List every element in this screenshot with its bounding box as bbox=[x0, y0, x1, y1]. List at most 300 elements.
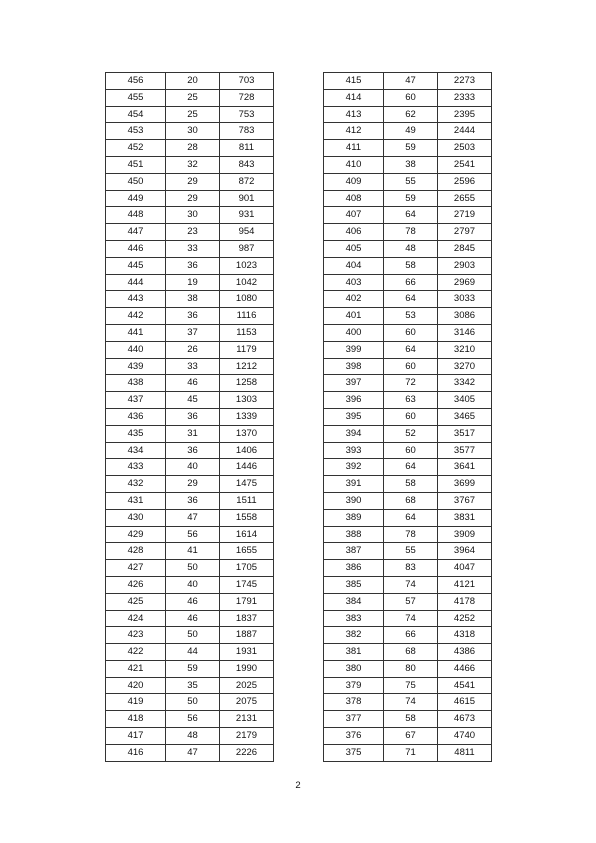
table-cell: 2226 bbox=[220, 744, 274, 761]
table-row bbox=[324, 257, 492, 274]
table-cell: 843 bbox=[220, 156, 274, 173]
table-cell: 36 bbox=[166, 442, 220, 459]
table-cell: 4811 bbox=[438, 744, 492, 761]
table-row bbox=[324, 492, 492, 509]
table-cell: 3831 bbox=[438, 509, 492, 526]
table-cell: 46 bbox=[166, 593, 220, 610]
table-cell: 753 bbox=[220, 106, 274, 123]
table-cell: 432 bbox=[106, 476, 166, 493]
table-cell: 2395 bbox=[438, 106, 492, 123]
table-cell: 954 bbox=[220, 224, 274, 241]
table-cell: 393 bbox=[324, 442, 384, 459]
table-cell: 50 bbox=[166, 627, 220, 644]
table-cell: 449 bbox=[106, 190, 166, 207]
table-cell: 60 bbox=[384, 358, 438, 375]
table-cell: 2845 bbox=[438, 240, 492, 257]
table-cell: 444 bbox=[106, 274, 166, 291]
table-cell: 47 bbox=[166, 744, 220, 761]
table-row bbox=[324, 408, 492, 425]
table-cell: 411 bbox=[324, 140, 384, 157]
table-row bbox=[106, 627, 274, 644]
table-cell: 388 bbox=[324, 526, 384, 543]
table-cell: 2797 bbox=[438, 224, 492, 241]
table-cell: 46 bbox=[166, 610, 220, 627]
table-cell: 33 bbox=[166, 240, 220, 257]
table-row bbox=[324, 425, 492, 442]
table-cell: 4673 bbox=[438, 711, 492, 728]
table-cell: 28 bbox=[166, 140, 220, 157]
table-row bbox=[324, 73, 492, 90]
table-cell: 55 bbox=[384, 543, 438, 560]
score-table-left bbox=[105, 72, 274, 762]
table-row bbox=[106, 358, 274, 375]
table-row bbox=[324, 106, 492, 123]
table-cell: 60 bbox=[384, 324, 438, 341]
table-cell: 384 bbox=[324, 593, 384, 610]
table-row bbox=[324, 89, 492, 106]
table-row bbox=[324, 660, 492, 677]
table-cell: 931 bbox=[220, 207, 274, 224]
table-cell: 1446 bbox=[220, 459, 274, 476]
table-cell: 447 bbox=[106, 224, 166, 241]
table-cell: 1212 bbox=[220, 358, 274, 375]
table-cell: 453 bbox=[106, 123, 166, 140]
table-cell: 399 bbox=[324, 341, 384, 358]
table-row bbox=[324, 744, 492, 761]
table-row bbox=[106, 123, 274, 140]
table-row bbox=[106, 425, 274, 442]
table-cell: 62 bbox=[384, 106, 438, 123]
table-row bbox=[324, 677, 492, 694]
table-cell: 422 bbox=[106, 644, 166, 661]
table-cell: 64 bbox=[384, 459, 438, 476]
table-cell: 1655 bbox=[220, 543, 274, 560]
table-cell: 60 bbox=[384, 408, 438, 425]
table-cell: 30 bbox=[166, 207, 220, 224]
table-cell: 72 bbox=[384, 375, 438, 392]
table-cell: 64 bbox=[384, 291, 438, 308]
table-cell: 78 bbox=[384, 224, 438, 241]
table-row bbox=[324, 341, 492, 358]
table-row bbox=[324, 156, 492, 173]
page-number: 2 bbox=[295, 780, 301, 791]
table-cell: 58 bbox=[384, 711, 438, 728]
table-cell: 50 bbox=[166, 694, 220, 711]
table-cell: 1042 bbox=[220, 274, 274, 291]
table-row bbox=[106, 324, 274, 341]
table-row bbox=[106, 308, 274, 325]
table-row bbox=[106, 190, 274, 207]
table-row bbox=[106, 610, 274, 627]
table-row bbox=[106, 593, 274, 610]
table-cell: 71 bbox=[384, 744, 438, 761]
table-cell: 404 bbox=[324, 257, 384, 274]
table-row bbox=[106, 543, 274, 560]
table-cell: 29 bbox=[166, 190, 220, 207]
table-cell: 23 bbox=[166, 224, 220, 241]
table-cell: 425 bbox=[106, 593, 166, 610]
table-cell: 64 bbox=[384, 341, 438, 358]
table-cell: 451 bbox=[106, 156, 166, 173]
table-row bbox=[106, 509, 274, 526]
table-cell: 419 bbox=[106, 694, 166, 711]
table-row bbox=[324, 610, 492, 627]
table-cell: 67 bbox=[384, 728, 438, 745]
table-row bbox=[106, 644, 274, 661]
table-row bbox=[324, 240, 492, 257]
table-cell: 420 bbox=[106, 677, 166, 694]
table-cell: 2655 bbox=[438, 190, 492, 207]
table-cell: 66 bbox=[384, 627, 438, 644]
table-cell: 1745 bbox=[220, 576, 274, 593]
table-cell: 381 bbox=[324, 644, 384, 661]
table-cell: 423 bbox=[106, 627, 166, 644]
table-cell: 2131 bbox=[220, 711, 274, 728]
table-cell: 30 bbox=[166, 123, 220, 140]
table-row bbox=[324, 207, 492, 224]
table-cell: 4252 bbox=[438, 610, 492, 627]
table-cell: 29 bbox=[166, 476, 220, 493]
table-cell: 45 bbox=[166, 392, 220, 409]
table-cell: 36 bbox=[166, 492, 220, 509]
table-cell: 33 bbox=[166, 358, 220, 375]
table-cell: 37 bbox=[166, 324, 220, 341]
table-cell: 1153 bbox=[220, 324, 274, 341]
table-row bbox=[324, 123, 492, 140]
table-cell: 448 bbox=[106, 207, 166, 224]
table-cell: 74 bbox=[384, 694, 438, 711]
table-cell: 3405 bbox=[438, 392, 492, 409]
table-row bbox=[106, 341, 274, 358]
table-cell: 375 bbox=[324, 744, 384, 761]
table-row bbox=[106, 728, 274, 745]
table-cell: 2273 bbox=[438, 73, 492, 90]
table-row bbox=[106, 106, 274, 123]
table-cell: 4466 bbox=[438, 660, 492, 677]
table-row bbox=[324, 442, 492, 459]
table-cell: 408 bbox=[324, 190, 384, 207]
table-cell: 60 bbox=[384, 442, 438, 459]
table-cell: 68 bbox=[384, 644, 438, 661]
table-row bbox=[324, 173, 492, 190]
table-cell: 50 bbox=[166, 560, 220, 577]
table-row bbox=[324, 644, 492, 661]
table-row bbox=[106, 660, 274, 677]
table-cell: 4541 bbox=[438, 677, 492, 694]
table-cell: 2444 bbox=[438, 123, 492, 140]
table-cell: 68 bbox=[384, 492, 438, 509]
table-cell: 405 bbox=[324, 240, 384, 257]
table-cell: 1511 bbox=[220, 492, 274, 509]
table-row bbox=[106, 694, 274, 711]
table-cell: 36 bbox=[166, 408, 220, 425]
table-cell: 431 bbox=[106, 492, 166, 509]
table-cell: 3577 bbox=[438, 442, 492, 459]
table-cell: 2503 bbox=[438, 140, 492, 157]
table-cell: 1558 bbox=[220, 509, 274, 526]
table-row bbox=[106, 576, 274, 593]
table-cell: 35 bbox=[166, 677, 220, 694]
table-cell: 25 bbox=[166, 89, 220, 106]
table-cell: 75 bbox=[384, 677, 438, 694]
table-cell: 3146 bbox=[438, 324, 492, 341]
table-row bbox=[324, 308, 492, 325]
table-cell: 1406 bbox=[220, 442, 274, 459]
table-cell: 452 bbox=[106, 140, 166, 157]
table-cell: 440 bbox=[106, 341, 166, 358]
table-cell: 398 bbox=[324, 358, 384, 375]
table-cell: 441 bbox=[106, 324, 166, 341]
table-cell: 436 bbox=[106, 408, 166, 425]
table-cell: 1837 bbox=[220, 610, 274, 627]
table-cell: 3517 bbox=[438, 425, 492, 442]
table-cell: 443 bbox=[106, 291, 166, 308]
table-cell: 438 bbox=[106, 375, 166, 392]
table-row bbox=[106, 744, 274, 761]
table-cell: 382 bbox=[324, 627, 384, 644]
table-cell: 1705 bbox=[220, 560, 274, 577]
table-row bbox=[324, 627, 492, 644]
table-cell: 48 bbox=[166, 728, 220, 745]
table-cell: 901 bbox=[220, 190, 274, 207]
table-cell: 385 bbox=[324, 576, 384, 593]
table-cell: 66 bbox=[384, 274, 438, 291]
table-cell: 426 bbox=[106, 576, 166, 593]
table-row bbox=[106, 408, 274, 425]
table-cell: 20 bbox=[166, 73, 220, 90]
table-cell: 1791 bbox=[220, 593, 274, 610]
table-cell: 402 bbox=[324, 291, 384, 308]
table-cell: 3210 bbox=[438, 341, 492, 358]
score-table-right bbox=[323, 72, 492, 762]
table-cell: 437 bbox=[106, 392, 166, 409]
table-cell: 2903 bbox=[438, 257, 492, 274]
table-cell: 47 bbox=[384, 73, 438, 90]
table-cell: 439 bbox=[106, 358, 166, 375]
table-cell: 1614 bbox=[220, 526, 274, 543]
table-cell: 41 bbox=[166, 543, 220, 560]
table-row bbox=[324, 711, 492, 728]
table-cell: 32 bbox=[166, 156, 220, 173]
table-cell: 454 bbox=[106, 106, 166, 123]
table-cell: 401 bbox=[324, 308, 384, 325]
table-cell: 987 bbox=[220, 240, 274, 257]
table-cell: 2025 bbox=[220, 677, 274, 694]
table-cell: 397 bbox=[324, 375, 384, 392]
table-cell: 40 bbox=[166, 576, 220, 593]
table-row bbox=[106, 156, 274, 173]
table-cell: 25 bbox=[166, 106, 220, 123]
table-cell: 435 bbox=[106, 425, 166, 442]
table-row bbox=[106, 291, 274, 308]
table-cell: 872 bbox=[220, 173, 274, 190]
table-cell: 57 bbox=[384, 593, 438, 610]
table-cell: 421 bbox=[106, 660, 166, 677]
table-cell: 2719 bbox=[438, 207, 492, 224]
table-cell: 3767 bbox=[438, 492, 492, 509]
table-row bbox=[106, 677, 274, 694]
table-cell: 1339 bbox=[220, 408, 274, 425]
table-cell: 429 bbox=[106, 526, 166, 543]
table-cell: 59 bbox=[384, 190, 438, 207]
table-cell: 392 bbox=[324, 459, 384, 476]
table-cell: 394 bbox=[324, 425, 384, 442]
table-row bbox=[324, 459, 492, 476]
table-row bbox=[106, 173, 274, 190]
table-row bbox=[324, 224, 492, 241]
table-row bbox=[324, 375, 492, 392]
table-cell: 783 bbox=[220, 123, 274, 140]
table-cell: 3342 bbox=[438, 375, 492, 392]
table-cell: 56 bbox=[166, 526, 220, 543]
table-row bbox=[106, 140, 274, 157]
table-cell: 409 bbox=[324, 173, 384, 190]
table-cell: 55 bbox=[384, 173, 438, 190]
table-cell: 428 bbox=[106, 543, 166, 560]
table-cell: 59 bbox=[166, 660, 220, 677]
table-cell: 445 bbox=[106, 257, 166, 274]
table-cell: 2596 bbox=[438, 173, 492, 190]
table-cell: 26 bbox=[166, 341, 220, 358]
table-cell: 4318 bbox=[438, 627, 492, 644]
table-row bbox=[324, 324, 492, 341]
table-cell: 430 bbox=[106, 509, 166, 526]
table-cell: 31 bbox=[166, 425, 220, 442]
table-cell: 3465 bbox=[438, 408, 492, 425]
table-cell: 1023 bbox=[220, 257, 274, 274]
table-row bbox=[324, 274, 492, 291]
table-cell: 424 bbox=[106, 610, 166, 627]
table-cell: 36 bbox=[166, 257, 220, 274]
table-row bbox=[324, 526, 492, 543]
table-cell: 19 bbox=[166, 274, 220, 291]
table-row bbox=[324, 140, 492, 157]
table-cell: 418 bbox=[106, 711, 166, 728]
table-cell: 1887 bbox=[220, 627, 274, 644]
table-row bbox=[106, 442, 274, 459]
table-row bbox=[324, 291, 492, 308]
table-cell: 400 bbox=[324, 324, 384, 341]
table-row bbox=[106, 207, 274, 224]
table-cell: 58 bbox=[384, 257, 438, 274]
table-cell: 3699 bbox=[438, 476, 492, 493]
table-row bbox=[106, 459, 274, 476]
table-cell: 406 bbox=[324, 224, 384, 241]
table-cell: 1116 bbox=[220, 308, 274, 325]
table-row bbox=[324, 593, 492, 610]
table-row bbox=[106, 392, 274, 409]
table-cell: 390 bbox=[324, 492, 384, 509]
table-cell: 48 bbox=[384, 240, 438, 257]
table-cell: 413 bbox=[324, 106, 384, 123]
table-cell: 450 bbox=[106, 173, 166, 190]
table-cell: 38 bbox=[384, 156, 438, 173]
table-cell: 80 bbox=[384, 660, 438, 677]
table-cell: 46 bbox=[166, 375, 220, 392]
table-cell: 44 bbox=[166, 644, 220, 661]
table-cell: 52 bbox=[384, 425, 438, 442]
table-cell: 376 bbox=[324, 728, 384, 745]
table-row bbox=[106, 89, 274, 106]
table-cell: 4615 bbox=[438, 694, 492, 711]
table-row bbox=[324, 694, 492, 711]
table-cell: 60 bbox=[384, 89, 438, 106]
table-cell: 380 bbox=[324, 660, 384, 677]
table-cell: 442 bbox=[106, 308, 166, 325]
table-cell: 1370 bbox=[220, 425, 274, 442]
table-row bbox=[106, 240, 274, 257]
table-row bbox=[106, 526, 274, 543]
table-row bbox=[106, 73, 274, 90]
table-cell: 2969 bbox=[438, 274, 492, 291]
table-cell: 417 bbox=[106, 728, 166, 745]
table-cell: 3086 bbox=[438, 308, 492, 325]
table-cell: 379 bbox=[324, 677, 384, 694]
table-cell: 58 bbox=[384, 476, 438, 493]
table-cell: 47 bbox=[166, 509, 220, 526]
table-row bbox=[324, 392, 492, 409]
table-cell: 415 bbox=[324, 73, 384, 90]
table-cell: 410 bbox=[324, 156, 384, 173]
table-cell: 391 bbox=[324, 476, 384, 493]
table-row bbox=[324, 190, 492, 207]
table-cell: 377 bbox=[324, 711, 384, 728]
table-cell: 396 bbox=[324, 392, 384, 409]
table-cell: 3270 bbox=[438, 358, 492, 375]
table-row bbox=[324, 560, 492, 577]
table-row bbox=[324, 358, 492, 375]
table-cell: 414 bbox=[324, 89, 384, 106]
table-cell: 1475 bbox=[220, 476, 274, 493]
table-cell: 403 bbox=[324, 274, 384, 291]
table-cell: 63 bbox=[384, 392, 438, 409]
table-cell: 38 bbox=[166, 291, 220, 308]
table-cell: 383 bbox=[324, 610, 384, 627]
table-cell: 456 bbox=[106, 73, 166, 90]
table-row bbox=[324, 576, 492, 593]
table-cell: 1303 bbox=[220, 392, 274, 409]
table-cell: 416 bbox=[106, 744, 166, 761]
table-row bbox=[324, 728, 492, 745]
table-cell: 4047 bbox=[438, 560, 492, 577]
table-cell: 4121 bbox=[438, 576, 492, 593]
table-cell: 64 bbox=[384, 509, 438, 526]
table-cell: 1931 bbox=[220, 644, 274, 661]
table-cell: 59 bbox=[384, 140, 438, 157]
table-row bbox=[324, 509, 492, 526]
table-cell: 56 bbox=[166, 711, 220, 728]
table-cell: 2333 bbox=[438, 89, 492, 106]
table-cell: 3909 bbox=[438, 526, 492, 543]
table-cell: 53 bbox=[384, 308, 438, 325]
table-cell: 427 bbox=[106, 560, 166, 577]
table-cell: 412 bbox=[324, 123, 384, 140]
table-cell: 4740 bbox=[438, 728, 492, 745]
table-cell: 811 bbox=[220, 140, 274, 157]
table-cell: 40 bbox=[166, 459, 220, 476]
table-cell: 1258 bbox=[220, 375, 274, 392]
table-row bbox=[106, 711, 274, 728]
table-cell: 703 bbox=[220, 73, 274, 90]
table-cell: 1990 bbox=[220, 660, 274, 677]
table-cell: 728 bbox=[220, 89, 274, 106]
table-cell: 64 bbox=[384, 207, 438, 224]
table-cell: 455 bbox=[106, 89, 166, 106]
table-cell: 49 bbox=[384, 123, 438, 140]
table-cell: 1080 bbox=[220, 291, 274, 308]
table-cell: 434 bbox=[106, 442, 166, 459]
table-row bbox=[106, 476, 274, 493]
